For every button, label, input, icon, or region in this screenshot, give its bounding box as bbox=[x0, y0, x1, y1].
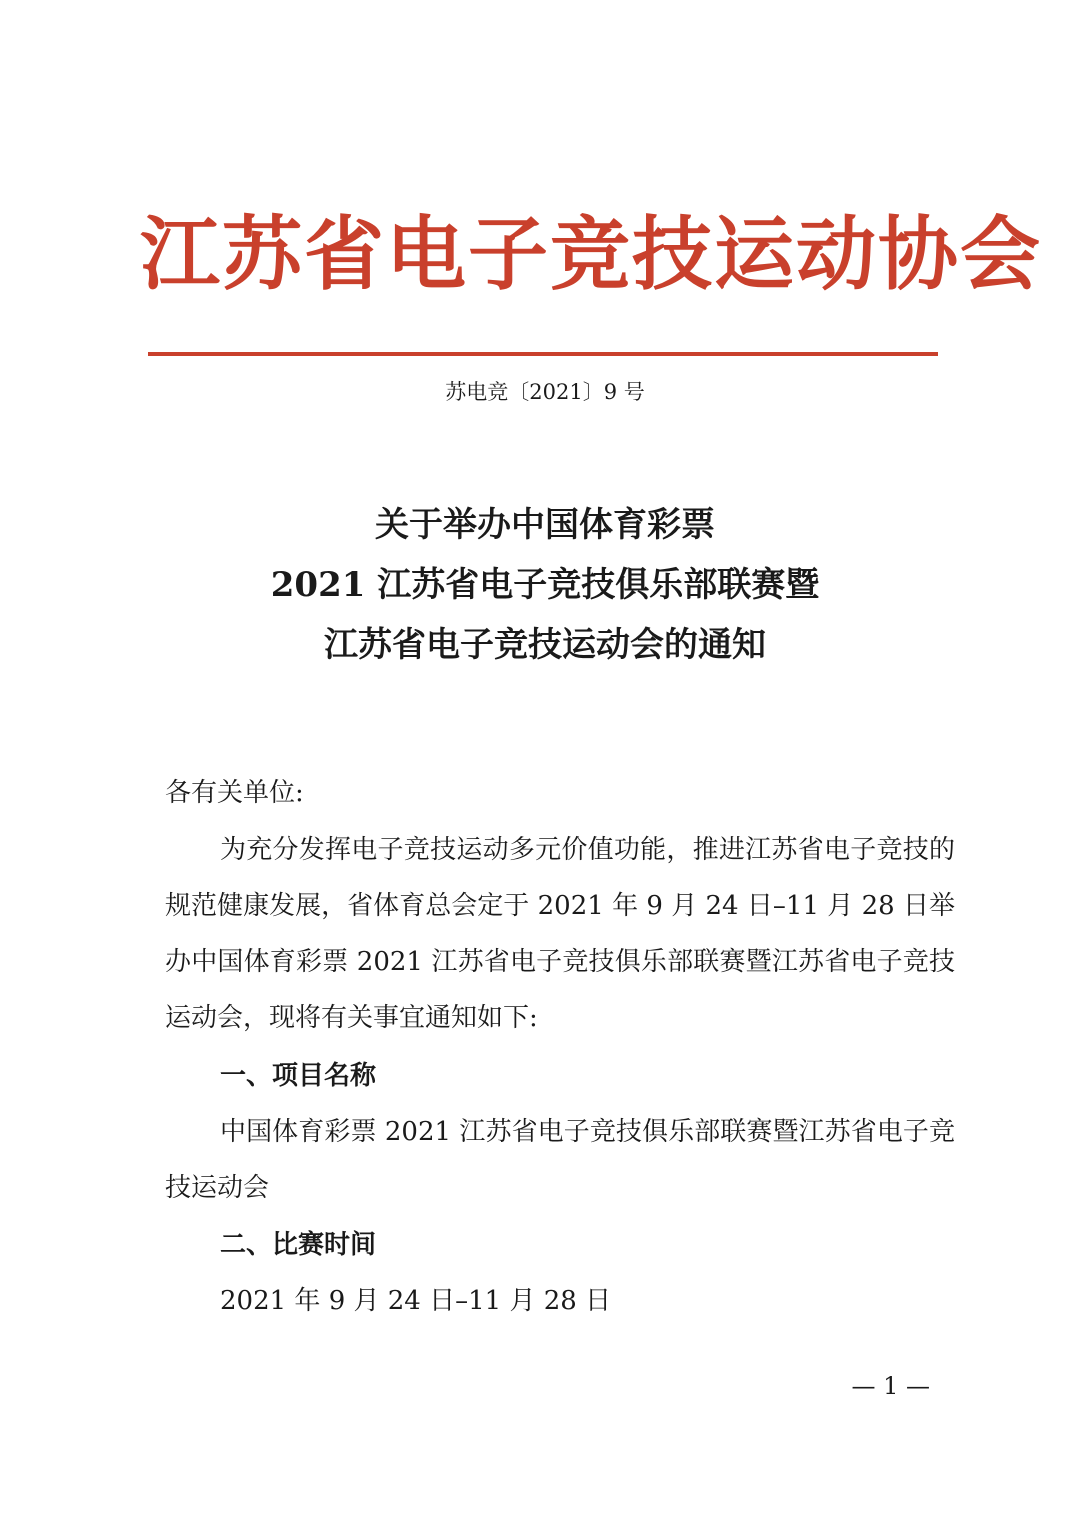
section-heading-competition-time: 二、比赛时间 bbox=[220, 1230, 377, 1260]
section-content-competition-time: 2021 年 9 月 24 日–11 月 28 日 bbox=[220, 1286, 612, 1316]
salutation: 各有关单位: bbox=[165, 778, 304, 808]
intro-paragraph: 为充分发挥电子竞技运动多元价值功能，推进江苏省电子竞技的规范健康发展，省体育总会定于 2021 年 9 月 24 日–11 月 28 日举办中国体育彩票 2021 江苏省电子竞技俱乐部联赛暨江苏省电子竞技运动会，现将有关事宜通知如下: bbox=[165, 835, 955, 1033]
notice-title bbox=[140, 495, 950, 675]
header-divider-line bbox=[148, 352, 938, 356]
page-number: — 1 — bbox=[851, 1372, 930, 1400]
section-heading-project-name: 一、项目名称 bbox=[220, 1061, 377, 1091]
notice-title-line-2: 2021 江苏省电子竞技俱乐部联赛暨 bbox=[270, 565, 820, 605]
section-content-project-name: 中国体育彩票 2021 江苏省电子竞技俱乐部联赛暨江苏省电子竞技运动会 bbox=[165, 1117, 955, 1203]
notice-title-line-3: 江苏省电子竞技运动会的通知 bbox=[324, 625, 766, 665]
document-number: 苏电竞〔2021〕9 号 bbox=[445, 380, 645, 404]
organization-header-title: 江苏省电子竞技运动协会 bbox=[140, 208, 1042, 301]
notice-title-line-1: 关于举办中国体育彩票 bbox=[375, 505, 715, 545]
